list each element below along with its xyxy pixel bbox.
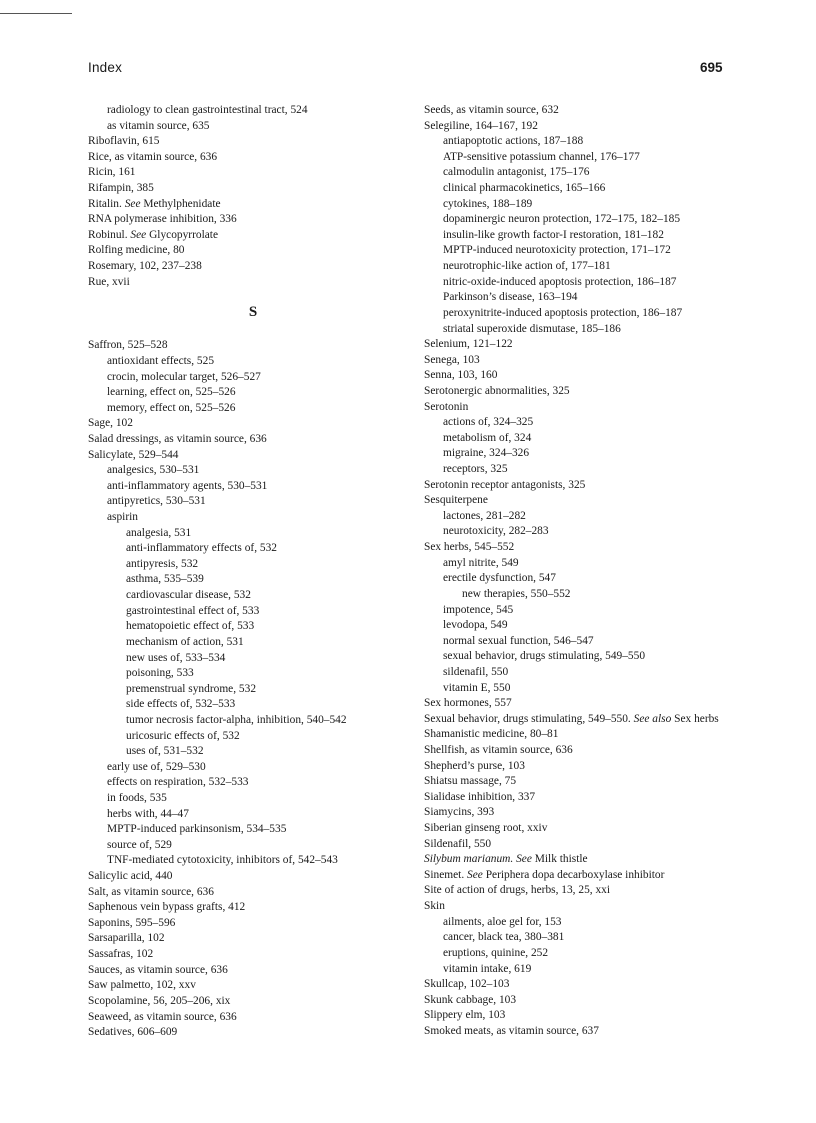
- index-entry: [424, 852, 734, 868]
- index-entry: [424, 727, 734, 743]
- index-subentry: [424, 243, 734, 259]
- index-subentry: [88, 526, 408, 542]
- index-subentry: [88, 588, 408, 604]
- entry-text: Sildenafil, 550: [424, 837, 492, 850]
- index-entry: [88, 994, 408, 1010]
- index-subentry: [424, 228, 734, 244]
- entry-text: Rue, xvii: [88, 275, 130, 288]
- index-entry: [424, 883, 734, 899]
- index-entry: [424, 540, 734, 556]
- entry-text: Shepherd’s purse, 103: [424, 759, 525, 772]
- index-subentry: [424, 556, 734, 572]
- entry-text: insulin-like growth factor-I restoration, 181–182: [443, 228, 664, 241]
- entry-text: amyl nitrite, 549: [443, 556, 519, 569]
- entry-text: poisoning, 533: [126, 667, 194, 680]
- entry-text: Saw palmetto, 102, xxv: [88, 979, 196, 992]
- entry-text: Salicylate, 529–544: [88, 448, 179, 461]
- entry-text: normal sexual function, 546–547: [443, 634, 594, 647]
- index-entry: [88, 134, 408, 150]
- corner-rule: [0, 13, 72, 14]
- index-column-right: [424, 103, 734, 1040]
- index-subentry: [88, 557, 408, 573]
- index-entry: [88, 978, 408, 994]
- entry-text: in foods, 535: [107, 791, 167, 804]
- entry-text: side effects of, 532–533: [126, 698, 236, 711]
- index-entry: [424, 493, 734, 509]
- index-subentry: [424, 165, 734, 181]
- index-entry: [424, 103, 734, 119]
- index-subentry: [88, 479, 408, 495]
- index-subentry: [424, 524, 734, 540]
- entry-text: antioxidant effects, 525: [107, 354, 215, 367]
- index-entry: [424, 478, 734, 494]
- index-subentry: [88, 807, 408, 823]
- entry-text: Sedatives, 606–609: [88, 1026, 178, 1039]
- index-entry: [424, 353, 734, 369]
- entry-text: peroxynitrite-induced apoptosis protection, 186–187: [443, 306, 683, 319]
- see-target: Sex herbs: [671, 712, 719, 725]
- entry-text: antipyretics, 530–531: [107, 495, 206, 508]
- entry-text: antiapoptotic actions, 187–188: [443, 135, 584, 148]
- entry-text: Scopolamine, 56, 205–206, xix: [88, 994, 231, 1007]
- entry-text: Sesquiterpene: [424, 494, 488, 507]
- index-entry: [424, 712, 734, 728]
- index-subentry: [88, 572, 408, 588]
- index-entry: [424, 899, 734, 915]
- entry-text: asthma, 535–539: [126, 573, 204, 586]
- entry-text: Shellfish, as vitamin source, 636: [424, 744, 573, 756]
- see-reference: See: [130, 228, 147, 241]
- entry-text: erectile dysfunction, 547: [443, 572, 556, 585]
- entry-text: effects on respiration, 532–533: [107, 776, 249, 789]
- entry-text: metabolism of, 324: [443, 431, 532, 444]
- entry-text: analgesics, 530–531: [107, 464, 200, 477]
- index-subentry: [424, 509, 734, 525]
- entry-text: Robinul.: [88, 228, 131, 241]
- entry-text: early use of, 529–530: [107, 760, 206, 773]
- index-entry: [424, 790, 734, 806]
- index-entry: [88, 916, 408, 932]
- entry-text: levodopa, 549: [443, 619, 508, 632]
- index-entry: [424, 1024, 734, 1040]
- entry-text: Serotonin receptor antagonists, 325: [424, 478, 586, 491]
- entry-text: analgesia, 531: [126, 526, 192, 539]
- entry-text: Shamanistic medicine, 80–81: [424, 728, 559, 741]
- entry-text: cancer, black tea, 380–381: [443, 931, 565, 944]
- entry-text: radiology to clean gastrointestinal tract, 524: [107, 104, 308, 116]
- index-subentry: [424, 634, 734, 650]
- index-entry: [88, 885, 408, 901]
- index-entry: [88, 416, 408, 432]
- entry-text: gastrointestinal effect of, 533: [126, 604, 260, 617]
- index-entry: [88, 212, 408, 228]
- index-entry: [424, 977, 734, 993]
- entry-text: Sinemet.: [424, 868, 468, 881]
- index-subentry: [88, 619, 408, 635]
- index-subentry: [424, 915, 734, 931]
- index-subentry: [424, 322, 734, 338]
- index-entry: [88, 1025, 408, 1041]
- entry-text: aspirin: [107, 511, 139, 524]
- index-subentry: [424, 446, 734, 462]
- entry-text: memory, effect on, 525–526: [107, 401, 236, 414]
- index-subentry: [88, 697, 408, 713]
- index-subentry: [88, 401, 408, 417]
- index-subentry: [88, 385, 408, 401]
- entry-text: neurotrophic-like action of, 177–181: [443, 260, 611, 273]
- index-subentry: [88, 354, 408, 370]
- entry-text: impotence, 545: [443, 603, 514, 616]
- index-subentry: [88, 510, 408, 526]
- index-entry: [88, 165, 408, 181]
- index-entry: [88, 900, 408, 916]
- entry-text: as vitamin source, 635: [107, 119, 210, 132]
- entry-text: Parkinson’s disease, 163–194: [443, 291, 578, 304]
- entry-italic-term: Silybum marianum.: [424, 853, 514, 866]
- entry-text: Site of action of drugs, herbs, 13, 25, xxi: [424, 884, 611, 897]
- entry-text: actions of, 324–325: [443, 416, 534, 429]
- index-subentry: [424, 587, 734, 603]
- index-subentry: [424, 431, 734, 447]
- index-entry: [88, 228, 408, 244]
- index-entry: [88, 275, 408, 291]
- index-subentry: [88, 651, 408, 667]
- index-subentry: [88, 370, 408, 386]
- entry-text: migraine, 324–326: [443, 447, 530, 460]
- index-subentry: [424, 946, 734, 962]
- entry-text: MPTP-induced neurotoxicity protection, 171–172: [443, 244, 671, 257]
- entry-text: Salt, as vitamin source, 636: [88, 885, 214, 898]
- entry-text: Seaweed, as vitamin source, 636: [88, 1010, 237, 1023]
- entry-text: crocin, molecular target, 526–527: [107, 370, 261, 383]
- entry-text: TNF-mediated cytotoxicity, inhibitors of, 542–543: [107, 854, 338, 867]
- index-entry: [424, 696, 734, 712]
- index-subentry: [88, 744, 408, 760]
- entry-text: hematopoietic effect of, 533: [126, 620, 255, 633]
- entry-text: RNA polymerase inhibition, 336: [88, 213, 237, 226]
- section-letter: S: [248, 304, 258, 321]
- entry-text: striatal superoxide dismutase, 185–186: [443, 322, 621, 335]
- index-subentry: [88, 463, 408, 479]
- entry-text: anti-inflammatory agents, 530–531: [107, 479, 268, 492]
- see-target: Periphera dopa decarboxylase inhibitor: [482, 868, 665, 881]
- entry-text: Sage, 102: [88, 417, 133, 430]
- index-subentry: [424, 571, 734, 587]
- index-subentry: [424, 665, 734, 681]
- see-reference: See: [124, 197, 141, 210]
- index-entry: [424, 337, 734, 353]
- index-subentry: [424, 618, 734, 634]
- entry-text: herbs with, 44–47: [107, 807, 189, 820]
- entry-text: Smoked meats, as vitamin source, 637: [424, 1024, 599, 1037]
- index-subentry: [88, 838, 408, 854]
- index-subentry: [88, 103, 408, 119]
- entry-text: Saponins, 595–596: [88, 916, 176, 929]
- index-subentry: [88, 635, 408, 651]
- entry-text: Sassafras, 102: [88, 948, 154, 961]
- index-subentry: [88, 604, 408, 620]
- entry-text: ailments, aloe gel for, 153: [443, 915, 562, 928]
- index-subentry: [88, 775, 408, 791]
- entry-text: Sex herbs, 545–552: [424, 541, 515, 554]
- index-entry: [424, 993, 734, 1009]
- entry-text: learning, effect on, 525–526: [107, 386, 236, 399]
- index-subentry: [424, 681, 734, 697]
- entry-text: Salicylic acid, 440: [88, 870, 173, 883]
- entry-text: Serotonin: [424, 400, 469, 413]
- entry-text: Senega, 103: [424, 353, 480, 366]
- entry-text: tumor necrosis factor-alpha, inhibition, 540–542: [126, 713, 347, 726]
- index-entry: [88, 947, 408, 963]
- entry-text: clinical pharmacokinetics, 165–166: [443, 182, 606, 195]
- see-reference: See: [467, 868, 483, 881]
- entry-text: mechanism of action, 531: [126, 635, 244, 648]
- entry-text: anti-inflammatory effects of, 532: [126, 542, 277, 555]
- entry-text: new therapies, 550–552: [462, 587, 571, 600]
- entry-text: Saphenous vein bypass grafts, 412: [88, 901, 246, 914]
- index-subentry: [424, 259, 734, 275]
- index-subentry: [424, 197, 734, 213]
- index-entry: [424, 368, 734, 384]
- entry-text: Serotonergic abnormalities, 325: [424, 384, 570, 397]
- index-subentry: [88, 541, 408, 557]
- entry-text: Slippery elm, 103: [424, 1009, 506, 1022]
- entry-text: Sarsaparilla, 102: [88, 932, 165, 945]
- index-entry: [424, 743, 734, 759]
- entry-text: Skin: [424, 900, 445, 913]
- entry-text: sildenafil, 550: [443, 665, 509, 678]
- entry-text: Senna, 103, 160: [424, 369, 498, 382]
- index-entry: [88, 181, 408, 197]
- entry-text: dopaminergic neuron protection, 172–175, 182–185: [443, 213, 681, 226]
- index-entry: [88, 869, 408, 885]
- entry-text: Rolfing medicine, 80: [88, 244, 185, 257]
- entry-text: Siamycins, 393: [424, 806, 495, 819]
- index-subentry: [424, 150, 734, 166]
- entry-text: Selegiline, 164–167, 192: [424, 119, 538, 132]
- index-subentry: [88, 791, 408, 807]
- index-subentry: [424, 603, 734, 619]
- index-subentry: [424, 306, 734, 322]
- index-entry: [424, 759, 734, 775]
- index-subentry: [88, 494, 408, 510]
- entry-text: cardiovascular disease, 532: [126, 589, 251, 602]
- entry-text: Sialidase inhibition, 337: [424, 790, 536, 803]
- entry-text: Sauces, as vitamin source, 636: [88, 963, 228, 976]
- index-subentry: [424, 212, 734, 228]
- see-target: Methylphenidate: [140, 197, 221, 210]
- entry-text: Skullcap, 102–103: [424, 978, 510, 991]
- entry-text: neurotoxicity, 282–283: [443, 525, 549, 538]
- entry-text: Salad dressings, as vitamin source, 636: [88, 432, 267, 445]
- index-entry: [424, 400, 734, 416]
- index-entry: [424, 805, 734, 821]
- entry-text: MPTP-induced parkinsonism, 534–535: [107, 823, 287, 836]
- index-subentry: [88, 853, 408, 869]
- running-head: Index: [88, 60, 123, 75]
- entry-text: antipyresis, 532: [126, 557, 199, 570]
- index-entry: [88, 150, 408, 166]
- entry-text: Rifampin, 385: [88, 182, 154, 195]
- index-subentry: [424, 134, 734, 150]
- index-subentry: [88, 822, 408, 838]
- entry-text: receptors, 325: [443, 463, 508, 476]
- index-entry: [88, 197, 408, 213]
- entry-text: Riboflavin, 615: [88, 135, 160, 148]
- index-entry: [88, 1010, 408, 1026]
- entry-text: Seeds, as vitamin source, 632: [424, 104, 559, 116]
- entry-text: Sex hormones, 557: [424, 697, 512, 710]
- entry-text: cytokines, 188–189: [443, 197, 533, 210]
- index-entry: [88, 243, 408, 259]
- index-subentry: [424, 462, 734, 478]
- entry-text: Rosemary, 102, 237–238: [88, 260, 202, 273]
- index-subentry: [88, 119, 408, 135]
- index-subentry: [424, 649, 734, 665]
- index-subentry: [424, 415, 734, 431]
- entry-text: Shiatsu massage, 75: [424, 775, 517, 788]
- index-entry: [88, 259, 408, 275]
- index-subentry: [424, 930, 734, 946]
- page-number: 695: [700, 60, 723, 75]
- index-entry: [424, 837, 734, 853]
- entry-text: vitamin intake, 619: [443, 962, 532, 975]
- entry-text: premenstrual syndrome, 532: [126, 682, 257, 695]
- entry-text: Siberian ginseng root, xxiv: [424, 822, 548, 835]
- entry-text: Rice, as vitamin source, 636: [88, 150, 218, 163]
- index-entry: [424, 868, 734, 884]
- entry-text: ATP-sensitive potassium channel, 176–177: [443, 150, 640, 163]
- index-entry: [88, 432, 408, 448]
- entry-text: Selenium, 121–122: [424, 338, 513, 351]
- entry-text: sexual behavior, drugs stimulating, 549–550: [443, 650, 646, 663]
- index-entry: [88, 963, 408, 979]
- index-column-left: [88, 103, 408, 1041]
- index-subentry: [88, 666, 408, 682]
- index-subentry: [424, 275, 734, 291]
- entry-text: Sexual behavior, drugs stimulating, 549–550.: [424, 712, 634, 725]
- see-reference: See also: [633, 712, 672, 725]
- index-subentry: [88, 682, 408, 698]
- index-entry: [88, 931, 408, 947]
- see-reference: See: [516, 853, 532, 866]
- entry-text: calmodulin antagonist, 175–176: [443, 166, 590, 179]
- entry-text: Ritalin.: [88, 197, 125, 210]
- entry-text: eruptions, quinine, 252: [443, 946, 549, 959]
- index-subentry: [424, 962, 734, 978]
- entry-text: new uses of, 533–534: [126, 651, 226, 664]
- index-entry: [88, 448, 408, 464]
- entry-text: Skunk cabbage, 103: [424, 993, 517, 1006]
- index-entry: [424, 119, 734, 135]
- entry-text: nitric-oxide-induced apoptosis protection, 186–187: [443, 275, 677, 288]
- index-entry: [88, 338, 408, 354]
- index-entry: [424, 384, 734, 400]
- see-target: Glycopyrrolate: [146, 228, 219, 241]
- index-subentry: [424, 290, 734, 306]
- entry-text: lactones, 281–282: [443, 509, 526, 522]
- entry-text: uses of, 531–532: [126, 745, 204, 758]
- entry-text: uricosuric effects of, 532: [126, 729, 240, 742]
- index-subentry: [88, 760, 408, 776]
- see-target: Milk thistle: [531, 853, 588, 866]
- entry-text: source of, 529: [107, 838, 172, 851]
- entry-text: Saffron, 525–528: [88, 339, 168, 352]
- index-subentry: [88, 713, 408, 729]
- entry-text: vitamin E, 550: [443, 681, 511, 694]
- index-entry: [424, 774, 734, 790]
- index-subentry: [424, 181, 734, 197]
- entry-text: Ricin, 161: [88, 166, 136, 179]
- index-entry: [424, 1008, 734, 1024]
- index-entry: [424, 821, 734, 837]
- index-subentry: [88, 729, 408, 745]
